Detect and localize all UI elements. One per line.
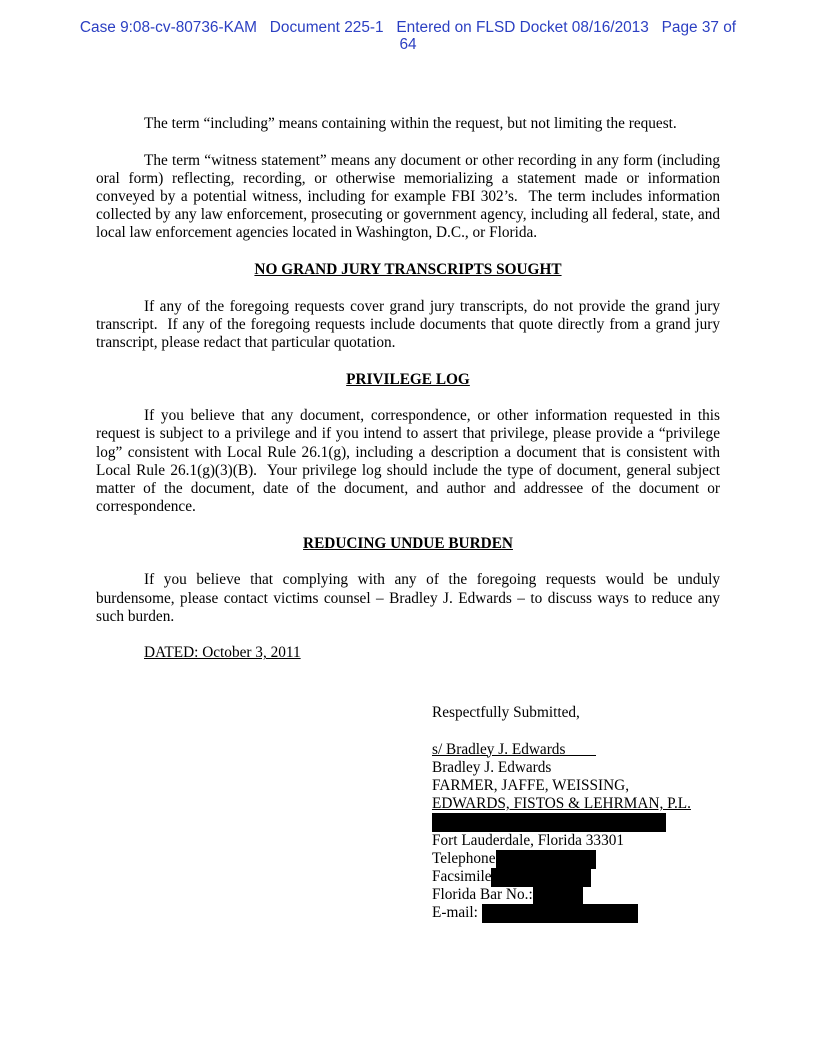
dated-line	[96, 644, 720, 662]
telephone-label: Telephone	[432, 849, 496, 867]
paragraph-including: The term “including” means containing within the request, but not limiting the request.	[144, 115, 677, 132]
docket-header-line1: Case 9:08-cv-80736-KAM Document 225-1 Entered on FLSD Docket 08/16/2013 Page 37 of	[79, 19, 737, 36]
email-label: E-mail:	[432, 904, 478, 922]
paragraph-privilege-log: If you believe that any document, correspondence, or other information requested in this request is subject to a privilege and if you intend to assert that privilege, please provide a “privilege log” consistent with Local Rule 26.1(g), including a description a document that is consistent with Local Rule 26.1(g)(3)(B). Your privilege log should include the type of document, general subject matter of the document, date of the document, and author and addressee of the document or correspondence.	[96, 407, 724, 516]
facsimile-label: Facsimile	[432, 867, 492, 885]
paragraph-witness-statement: The term “witness statement” means any document or other recording in any form (including oral form) reflecting, recording, or otherwise memorializing a statement made or information conveyed by a potential witness, including for example FBI 302’s. The term includes information collected by any law enforcement, prosecuting or government agency, including all federal, state, and local law enforcement agencies located in Washington, D.C., or Florida.	[96, 151, 724, 242]
address-redaction	[432, 813, 666, 832]
facsimile-redaction	[491, 868, 591, 887]
signature-line: s/ Bradley J. Edwards	[432, 740, 596, 758]
bar-number-redaction	[533, 886, 583, 905]
closing: Respectfully Submitted,	[432, 704, 580, 721]
paragraph-grand-jury: If any of the foregoing requests cover grand jury transcripts, do not provide the grand jury transcript. If any of the foregoing requests include documents that quote directly from a grand jury transcript, please redact that particular quotation.	[96, 297, 724, 351]
heading-grand-jury: NO GRAND JURY TRANSCRIPTS SOUGHT	[254, 261, 562, 278]
signature-block	[432, 704, 732, 922]
telephone-redaction	[496, 850, 596, 869]
email-redaction	[482, 904, 638, 923]
firm-line-2: EDWARDS, FISTOS & LEHRMAN, P.L.	[432, 795, 691, 813]
facsimile-row	[432, 868, 732, 886]
city-line: Fort Lauderdale, Florida 33301	[432, 831, 625, 849]
docket-header	[40, 19, 776, 53]
paragraph-undue-burden: If you believe that complying with any of the foregoing requests would be unduly burdensome, please contact victims counsel – Bradley J. Edwards – to discuss ways to reduce any such burden.	[96, 571, 720, 625]
dated-text: DATED: October 3, 2011	[144, 644, 301, 662]
attorney-name: Bradley J. Edwards	[432, 758, 552, 776]
email-row	[432, 904, 732, 922]
document-body	[96, 115, 724, 663]
address-redaction-row	[432, 813, 732, 831]
heading-privilege-log: PRIVILEGE LOG	[346, 370, 470, 388]
telephone-row	[432, 850, 732, 868]
docket-header-line2: 64	[399, 36, 417, 53]
heading-undue-burden: REDUCING UNDUE BURDEN	[303, 534, 513, 552]
signature-spacer	[432, 722, 732, 740]
firm-line-1: FARMER, JAFFE, WEISSING,	[432, 776, 630, 794]
bar-number-row	[432, 886, 732, 904]
bar-number-label: Florida Bar No.:	[432, 886, 533, 904]
